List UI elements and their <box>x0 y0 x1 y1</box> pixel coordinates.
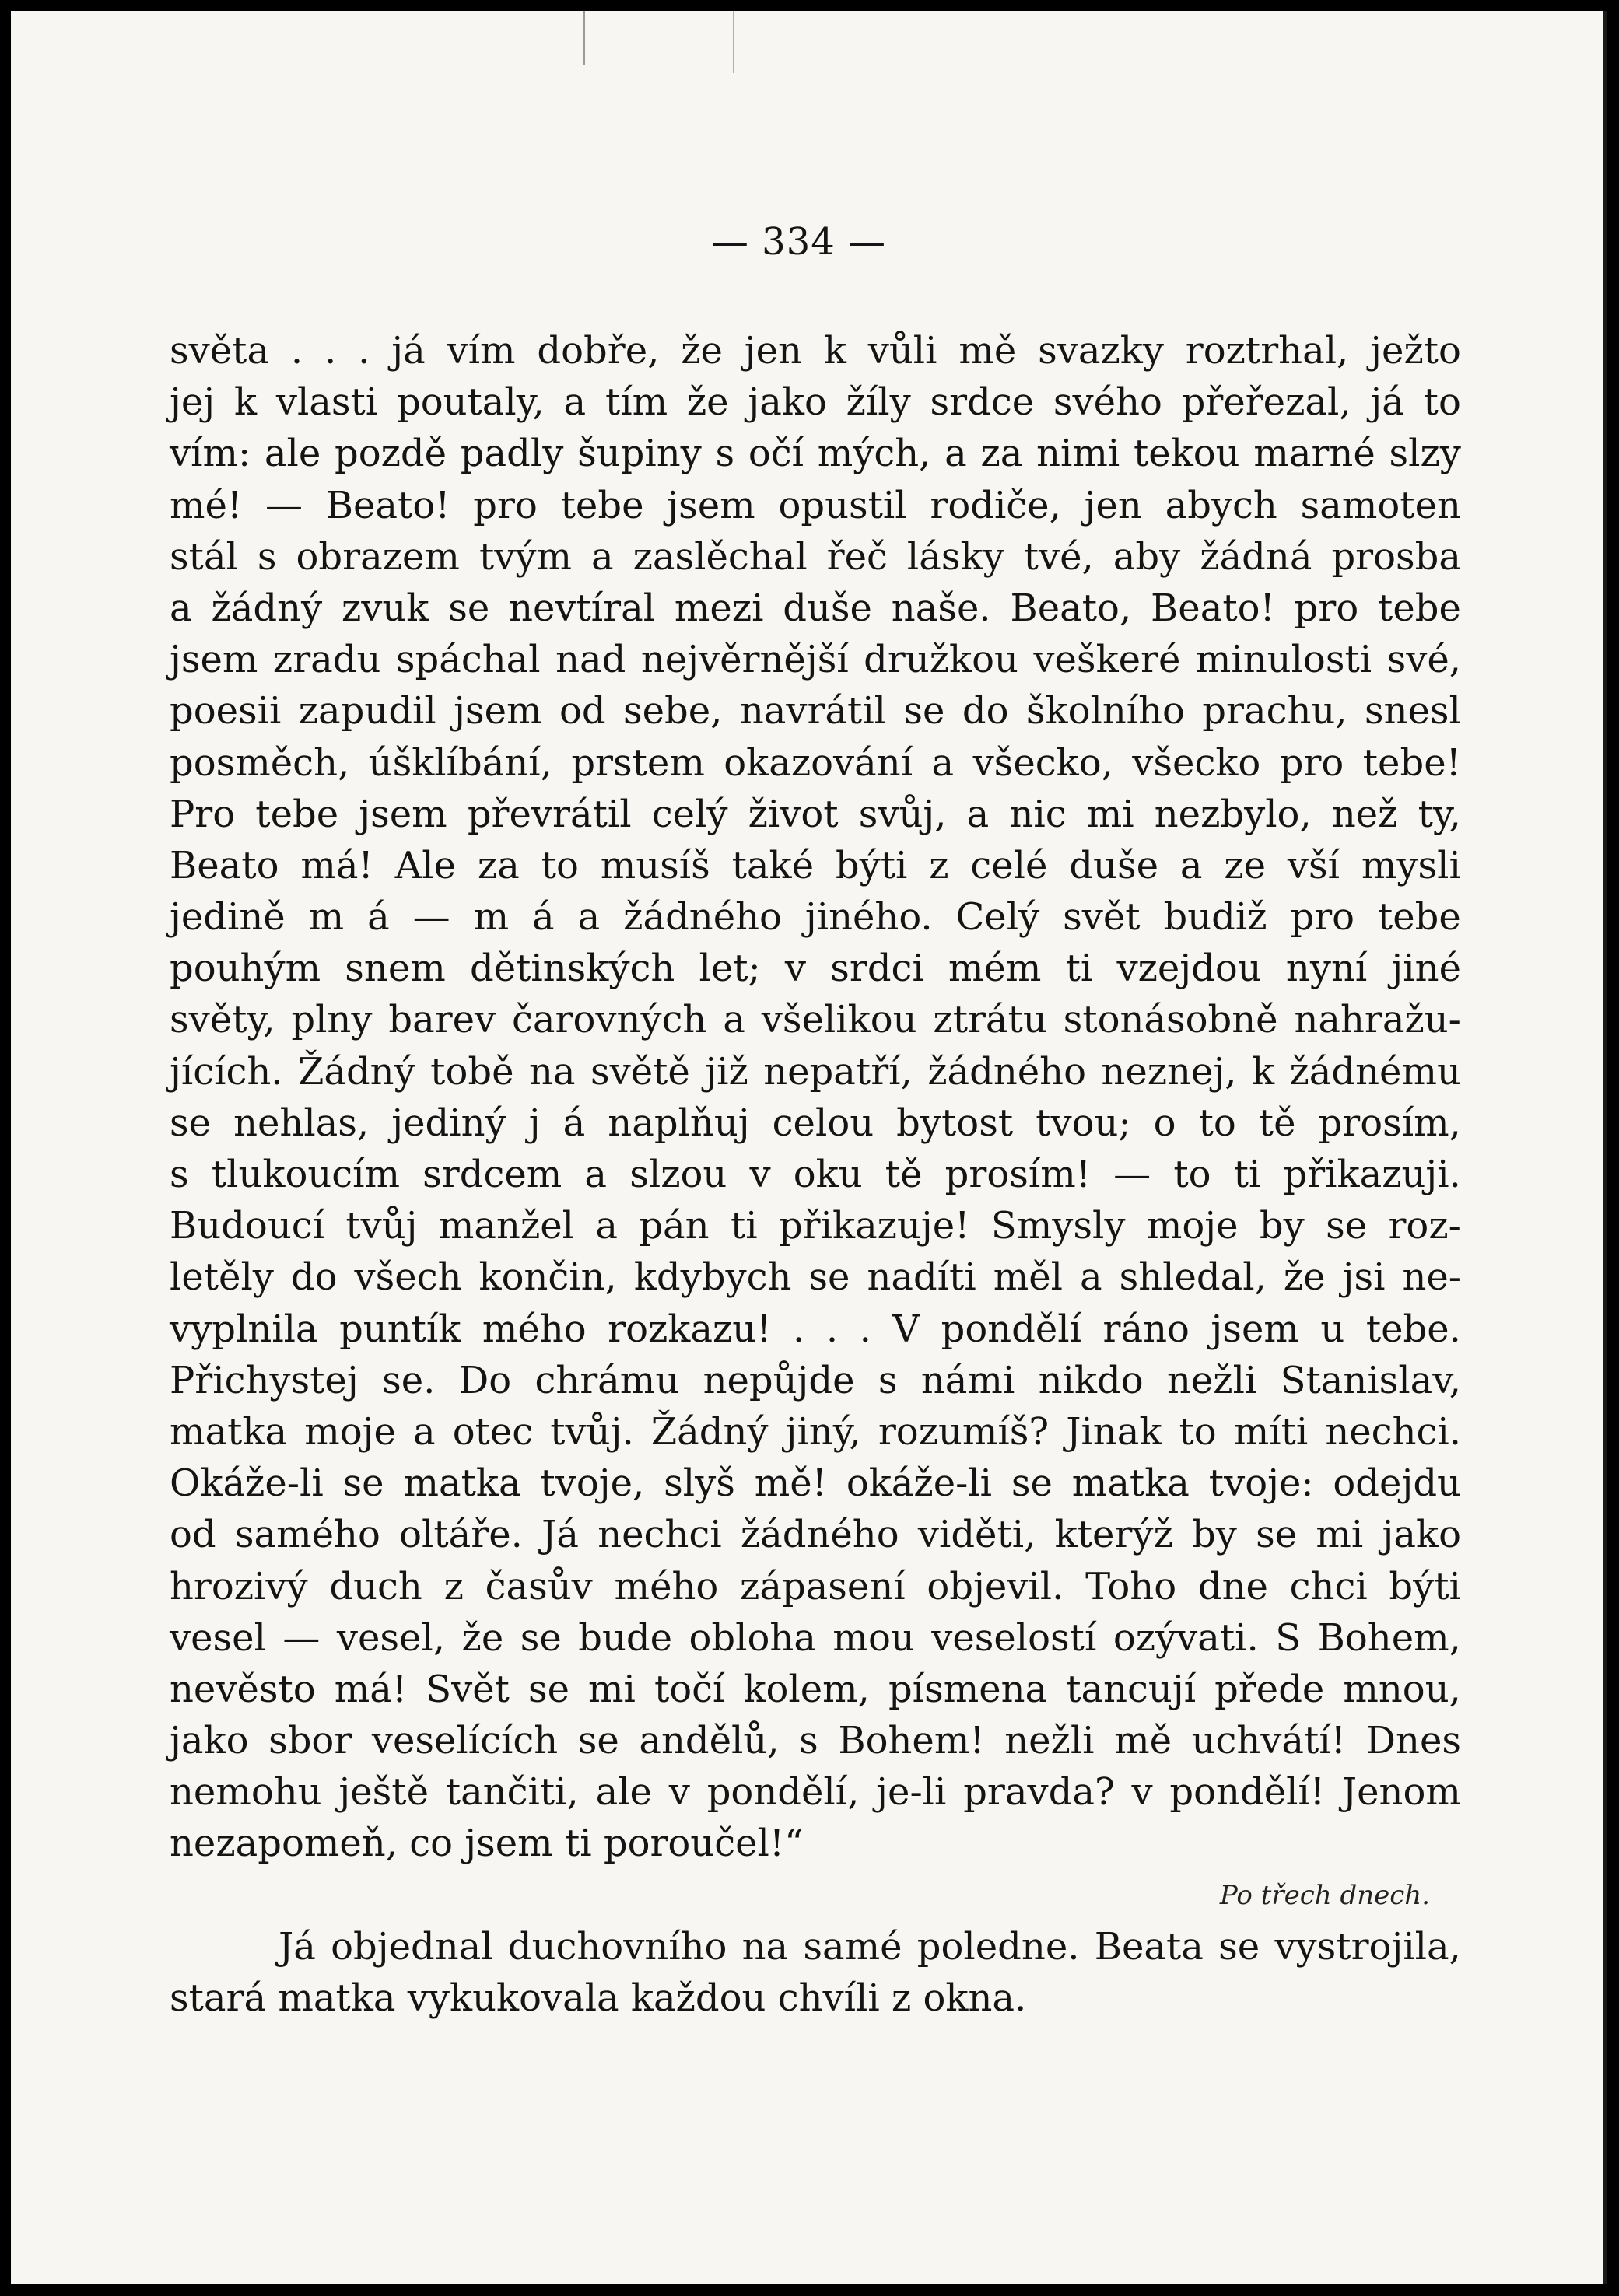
dateline: Po třech dnech. <box>1219 1879 1430 1911</box>
text-line: posměch, úšklíbání, prstem okazování a všecko, všecko pro tebe! <box>170 740 1461 785</box>
text-line: letěly do všech končin, kdybych se nadíti měl a shledal, že jsi ne- <box>170 1255 1461 1300</box>
text-line: a žádný zvuk se nevtíral mezi duše naše. Beato, Beato! pro tebe <box>170 586 1461 630</box>
text-line: stará matka vykukovala každou chvíli z okna. <box>170 1976 1027 2020</box>
text-line: Pro tebe jsem převrátil celý život svůj, a nic mi nezbylo, než ty, <box>170 792 1461 836</box>
text-line: nevěsto má! Svět se mi točí kolem, písmena tancují přede mnou, <box>170 1667 1461 1711</box>
text-line: od samého oltáře. Já nechci žádného viděti, kterýž by se mi jako <box>170 1513 1461 1557</box>
text-line: hrozivý duch z časův mého zápasení objevil. Toho dne chci býti <box>170 1564 1461 1608</box>
text-line: se nehlas, jediný j á naplňuj celou bytost tvou; o to tě prosím, <box>170 1101 1461 1145</box>
text-line: jej k vlasti poutaly, a tím že jako žíly srdce svého přeřezal, já to <box>170 380 1461 425</box>
text-line: Já objednal duchovního na samé poledne. Beata se vystrojila, <box>279 1924 1461 1969</box>
text-line: Beato má! Ale za to musíš také býti z celé duše a ze vší mysli <box>170 843 1461 887</box>
text-line: nezapomeň, co jsem ti poroučel!“ <box>170 1822 804 1866</box>
text-line: jsem zradu spáchal nad nejvěrnější družkou veškeré minulosti své, <box>170 638 1461 682</box>
text-line: pouhým snem dětinských let; v srdci mém ti vzejdou nyní jiné <box>170 947 1461 991</box>
page-number: — 334 — <box>710 220 887 264</box>
text-line: světy, plny barev čarovných a všelikou ztrátu stonásobně nahražu- <box>170 998 1461 1042</box>
text-line: vyplnila puntík mého rozkazu! . . . V pondělí ráno jsem u tebe. <box>170 1307 1461 1351</box>
body-text <box>170 325 1461 2024</box>
page-fold-mark <box>733 11 734 73</box>
text-line: Budoucí tvůj manžel a pán ti přikazuje! Smysly moje by se roz- <box>170 1204 1461 1248</box>
text-line: Přichystej se. Do chrámu nepůjde s námi nikdo nežli Stanislav, <box>170 1358 1461 1402</box>
paragraph-1 <box>170 325 1461 1870</box>
text-line: jících. Žádný tobě na světě již nepatří, žádného neznej, k žádnému <box>170 1049 1461 1094</box>
text-line: vím: ale pozdě padly šupiny s očí mých, a za nimi tekou marné slzy <box>170 432 1461 476</box>
paragraph-2 <box>170 1921 1461 2024</box>
text-line: stál s obrazem tvým a zaslěchal řeč lásky tvé, aby žádná prosba <box>170 534 1461 579</box>
text-line: jako sbor veselících se andělů, s Bohem! nežli mě uchvátí! Dnes <box>170 1719 1461 1763</box>
text-line: matka moje a otec tvůj. Žádný jiný, rozumíš? Jinak to míti nechci. <box>170 1409 1461 1454</box>
text-line: Okáže-li se matka tvoje, slyš mě! okáže-li se matka tvoje: odejdu <box>170 1461 1461 1506</box>
text-line: vesel — vesel, že se bude obloha mou veselostí ozývati. S Bohem, <box>170 1615 1461 1660</box>
text-line: mé! — Beato! pro tebe jsem opustil rodiče, jen abych samoten <box>170 483 1461 527</box>
text-line: poesii zapudil jsem od sebe, navrátil se do školního prachu, snesl <box>170 689 1461 733</box>
text-line: světa . . . já vím dobře, že jen k vůli mě svazky roztrhal, ježto <box>170 329 1461 373</box>
text-line: jedině m á — m á a žádného jiného. Celý svět budiž pro tebe <box>170 895 1461 940</box>
page-fold-mark <box>583 11 585 65</box>
text-line: s tlukoucím srdcem a slzou v oku tě prosím! — to ti přikazuji. <box>170 1153 1461 1196</box>
text-line: nemohu ještě tančiti, ale v pondělí, je-li pravda? v pondělí! Jenom <box>170 1770 1461 1815</box>
